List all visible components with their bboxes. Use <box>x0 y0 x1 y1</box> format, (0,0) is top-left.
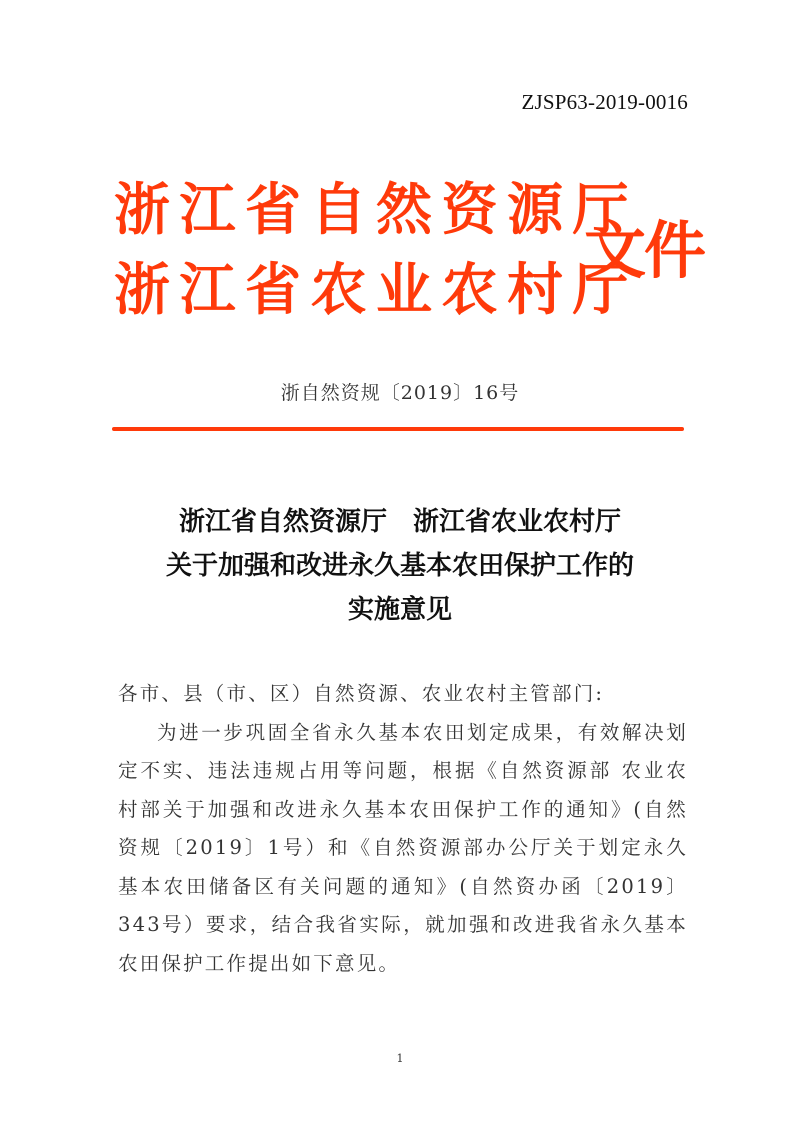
document-title <box>0 500 800 632</box>
masthead-issuer-1: 浙江省自然资源厅 <box>114 177 638 243</box>
document-code: ZJSP63-2019-0016 <box>521 90 688 114</box>
page-number: 1 <box>396 1052 404 1065</box>
document-body <box>118 675 688 983</box>
title-line-1: 浙江省自然资源厅 浙江省农业农村厅 <box>178 507 621 537</box>
red-masthead <box>114 170 705 330</box>
masthead-suffix: 文件 <box>584 214 705 287</box>
masthead-issuer-2: 浙江省农业农村厅 <box>114 257 638 323</box>
title-line-2: 关于加强和改进永久基本农田保护工作的 <box>165 551 634 581</box>
title-line-3: 实施意见 <box>347 595 452 625</box>
salutation: 各市、县（市、区）自然资源、农业农村主管部门: <box>118 682 605 705</box>
document-number: 浙自然资规〔2019〕16号 <box>280 382 520 404</box>
red-divider <box>112 427 684 431</box>
body-paragraph: 为进一步巩固全省永久基本农田划定成果，有效解决划定不实、违法违规占用等问题，根据《自然资源部 农业农村部关于加强和改进永久基本农田保护工作的通知》(自然资规〔2019〕1号）和《自然资源部办公厅关于划定永久基本农田储备区有关问题的通知》(自然资办函〔2019〕343号）要求，结合我省实际，就加强和改进我省永久基本农田保护工作提出如下意见。 <box>118 720 688 975</box>
